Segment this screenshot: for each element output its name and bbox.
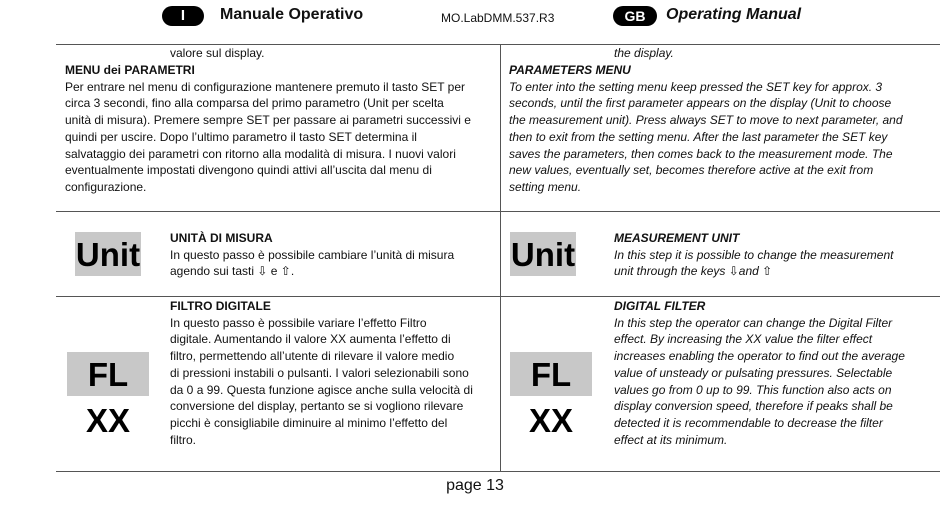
unit-display-label-italian: Unit <box>75 232 141 276</box>
italian-line: In questo passo è possibile cambiare l’unità di misura <box>170 247 455 262</box>
english-parameters-heading: PARAMETERS MENU <box>509 63 631 77</box>
page-number: page 13 <box>446 477 504 494</box>
italian-line: digitale. Aumentando il valore XX aumenta l’effetto di <box>170 332 451 347</box>
english-line: To enter into the setting menu keep pressed the SET key for approx. 3 <box>509 79 883 94</box>
italian-line: configurazione. <box>65 179 147 194</box>
italian-unit-section <box>170 230 492 280</box>
italian-line: filtro, permettendo all’utente di rilevare il valore medio <box>170 349 455 364</box>
unit-display-label-english: Unit <box>510 232 576 276</box>
english-unit-section <box>614 230 937 280</box>
italian-parameters-heading: MENU dei PARAMETRI <box>65 63 195 77</box>
english-line: detected it is recommendable to decrease the filter <box>614 415 883 430</box>
english-line: increases enabling the operator to find out the average <box>614 349 905 364</box>
english-line: In this step it is possible to change the measurement <box>614 247 894 262</box>
italian-filter-heading: FILTRO DIGITALE <box>170 299 271 313</box>
italian-language-badge: I <box>162 6 204 26</box>
english-line: then to exit from the setting menu. After the last parameter the SET key <box>509 129 888 144</box>
italian-line: eventualmente impostati divengono quindi attivi all’uscita dal menu di <box>65 163 432 178</box>
italian-line: unità di misura). Premere sempre SET per passare ai parametri successivi e <box>65 113 471 128</box>
english-line: values go from 0 up to 99. This function also acts on <box>614 382 892 397</box>
italian-line: da 0 a 99. Questa funzione agisce anche sulla velocità di <box>170 382 473 397</box>
english-line: display conversion speed, therefore if peaks shall be <box>614 399 893 414</box>
italian-line: agendo sui tasti ⇩ e ⇧. <box>170 264 295 279</box>
italian-parameters-menu-section <box>65 62 497 196</box>
english-line: effect. By increasing the XX value the filter effect <box>614 332 873 347</box>
italian-line: picchi è consigliabile diminuire al minimo l’effetto del <box>170 415 448 430</box>
italian-line: quindi per uscire. Dopo l’ultimo parametro il tasto SET determina il <box>65 129 417 144</box>
row-divider-1 <box>56 211 940 212</box>
italian-continuation-text: valore sul display. <box>170 46 265 60</box>
english-filter-heading: DIGITAL FILTER <box>614 299 706 313</box>
document-code: MO.LabDMM.537.R3 <box>441 11 555 25</box>
footer-divider <box>56 471 940 472</box>
header-title-english: Operating Manual <box>666 6 802 23</box>
filter-display-label-italian: FL XX <box>67 352 149 396</box>
english-line: setting menu. <box>509 179 582 194</box>
english-line: seconds, until the first parameter appears on the display (Unit to choose <box>509 96 892 111</box>
header-title-italian: Manuale Operativo <box>220 6 364 23</box>
italian-line: circa 3 secondi, fino alla comparsa del primo parametro (Unit per scelta <box>65 96 444 111</box>
italian-filter-section <box>170 298 492 448</box>
column-divider <box>500 44 501 471</box>
italian-unit-heading: UNITÀ DI MISURA <box>170 231 273 245</box>
italian-line: filtro. <box>170 432 197 447</box>
english-parameters-menu-section <box>509 62 937 196</box>
italian-line: conversione del display, pertanto se si vogliono rilevare <box>170 399 464 414</box>
english-line: saves the parameters, then comes back to the measurement mode. The <box>509 146 893 161</box>
english-line: effect at its minimum. <box>614 432 728 447</box>
row-divider-2 <box>56 296 940 297</box>
italian-line: di pressioni instabili o pulsanti. I valori selezionabili sono <box>170 365 469 380</box>
italian-line: In questo passo è possibile variare l’effetto Filtro <box>170 315 427 330</box>
english-unit-heading: MEASUREMENT UNIT <box>614 231 740 245</box>
english-continuation-text: the display. <box>614 46 674 60</box>
english-line: new values, eventually set, becomes therefore active at the exit from <box>509 163 874 178</box>
english-language-badge: GB <box>613 6 657 26</box>
english-line: unit through the keys ⇩and ⇧ <box>614 264 773 279</box>
english-line: value of unsteady or pulsating pressures. Selectable <box>614 365 893 380</box>
english-line: In this step the operator can change the Digital Filter <box>614 315 893 330</box>
filter-display-label-english: FL XX <box>510 352 592 396</box>
italian-line: Per entrare nel menu di configurazione mantenere premuto il tasto SET per <box>65 79 465 94</box>
italian-line: salvataggio dei parametri con ritorno alla modalità di misura. I nuovi valori <box>65 146 456 161</box>
english-line: the measurement unit). Press always SET to move to next parameter, and <box>509 113 903 128</box>
english-filter-section <box>614 298 937 448</box>
